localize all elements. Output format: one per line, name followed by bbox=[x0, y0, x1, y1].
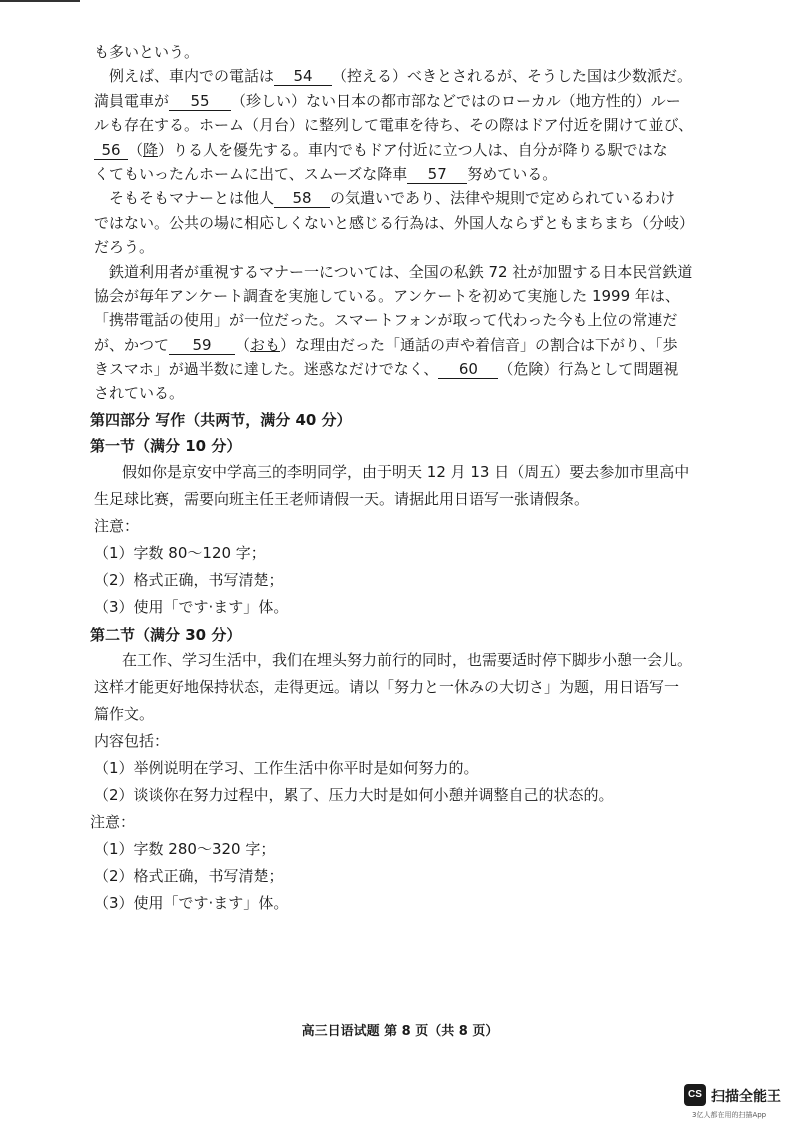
blank-60[interactable]: 60 bbox=[438, 360, 498, 379]
content-label: 内容包括： bbox=[94, 732, 170, 751]
note-item: （2）格式正确，书写清楚； bbox=[94, 867, 284, 886]
section2-heading: 第二节（满分 30 分） bbox=[90, 625, 242, 644]
exam-page bbox=[90, 40, 716, 917]
scanner-watermark bbox=[684, 1084, 794, 1124]
blank-56[interactable]: 56 bbox=[94, 141, 128, 160]
blank-55[interactable]: 55 bbox=[169, 92, 231, 111]
prompt-line: 生足球比赛，需要向班主任王老师请假一天。请据此用日语写一张请假条。 bbox=[94, 489, 590, 508]
passage-line: 鉄道利用者が重視するマナー一については、全国の私鉄 72 社が加盟する日本民営鉄道 bbox=[109, 262, 693, 281]
passage-line: されている。 bbox=[94, 384, 185, 403]
note-item: （3）使用「です·ます」体。 bbox=[94, 597, 289, 616]
blank-59[interactable]: 59 bbox=[169, 336, 235, 355]
blank-57[interactable]: 57 bbox=[407, 165, 467, 184]
content-item: （1）举例说明在学习、工作生活中你平时是如何努力的。 bbox=[94, 759, 479, 778]
prompt-line: 在工作、学习生活中，我们在埋头努力前行的同时，也需要适时停下脚步小憩一会儿。 bbox=[122, 651, 693, 670]
passage-line: ではない。公共の場に相応しくないと感じる行為は、外国人ならずともまちまち（分岐） bbox=[94, 213, 695, 232]
passage-line: 56 （降）りる人を優先する。車内でもドア付近に立つ人は、自分が降りる駅ではな bbox=[94, 138, 716, 162]
passage-line: ルも存在する。ホーム（月台）に整列して電車を待ち、その際はドア付近を開けて並び、 bbox=[94, 116, 693, 135]
note-item: （1）字数 280～320 字； bbox=[94, 840, 276, 859]
emphasized-char: おも bbox=[250, 335, 281, 354]
passage-line: 満員電車が 55 （珍しい）ない日本の都市部などではのローカル（地方性的）ルー bbox=[94, 91, 681, 110]
blank-58[interactable]: 58 bbox=[274, 189, 330, 208]
camscanner-logo-icon: CS bbox=[684, 1084, 706, 1106]
note-item: （3）使用「です·ます」体。 bbox=[94, 894, 289, 913]
note-item: （1）字数 80～120 字； bbox=[94, 543, 266, 562]
part4-heading: 第四部分 写作（共两节，满分 40 分） bbox=[90, 410, 352, 429]
watermark-tagline: 3亿人都在用的扫描App bbox=[692, 1111, 767, 1119]
emphasized-char: 降 bbox=[143, 140, 159, 159]
watermark-name: 扫描全能王 bbox=[711, 1089, 781, 1105]
passage-line: が、かつて 59 （おも）な理由だった「通話の声や着信音」の割合は下がり、「歩 bbox=[94, 335, 678, 354]
note-item: （2）格式正确，书写清楚； bbox=[94, 570, 284, 589]
passage-line: 例えば、車内での電話は 54 （控える）べきとされるが、そうした国は少数派だ。 bbox=[109, 67, 693, 86]
content-item: （2）谈谈你在努力过程中，累了、压力大时是如何小憩并调整自己的状态的。 bbox=[94, 786, 614, 805]
prompt-line: 这样才能更好地保持状态，走得更远。请以「努力と一休みの大切さ」为题，用日语写一 bbox=[94, 678, 680, 697]
passage-line: くてもいったんホームに出て、スムーズな降車 57 努めている。 bbox=[94, 164, 558, 183]
page-footer: 高三日语试题 第 8 页（共 8 页） bbox=[301, 1024, 499, 1039]
prompt-line: 篇作文。 bbox=[94, 705, 155, 724]
passage-line: だろう。 bbox=[94, 238, 155, 257]
passage-line: 協会が毎年アンケート調査を実施している。アンケートを初めて実施した 1999 年は、 bbox=[94, 286, 680, 305]
passage-line: きスマホ」が過半数に達した。迷惑なだけでなく、 60 （危険）行為として問題視 bbox=[94, 360, 679, 379]
note-label: 注意： bbox=[94, 516, 140, 535]
section1-heading: 第一节（满分 10 分） bbox=[90, 437, 242, 456]
note-label: 注意： bbox=[90, 813, 136, 832]
passage-line: 「携帯電話の使用」が一位だった。スマートフォンが取って代わった今も上位の常連だ bbox=[94, 311, 678, 330]
passage-line: も多いという。 bbox=[94, 43, 200, 61]
prompt-line: 假如你是京安中学高三的李明同学，由于明天 12 月 13 日（周五）要去参加市里高中 bbox=[122, 462, 690, 481]
blank-54[interactable]: 54 bbox=[274, 67, 332, 86]
top-rule bbox=[0, 0, 80, 2]
passage-line: そもそもマナーとは他人 58 の気遣いであり、法律や規則で定められているわけ bbox=[109, 189, 676, 208]
